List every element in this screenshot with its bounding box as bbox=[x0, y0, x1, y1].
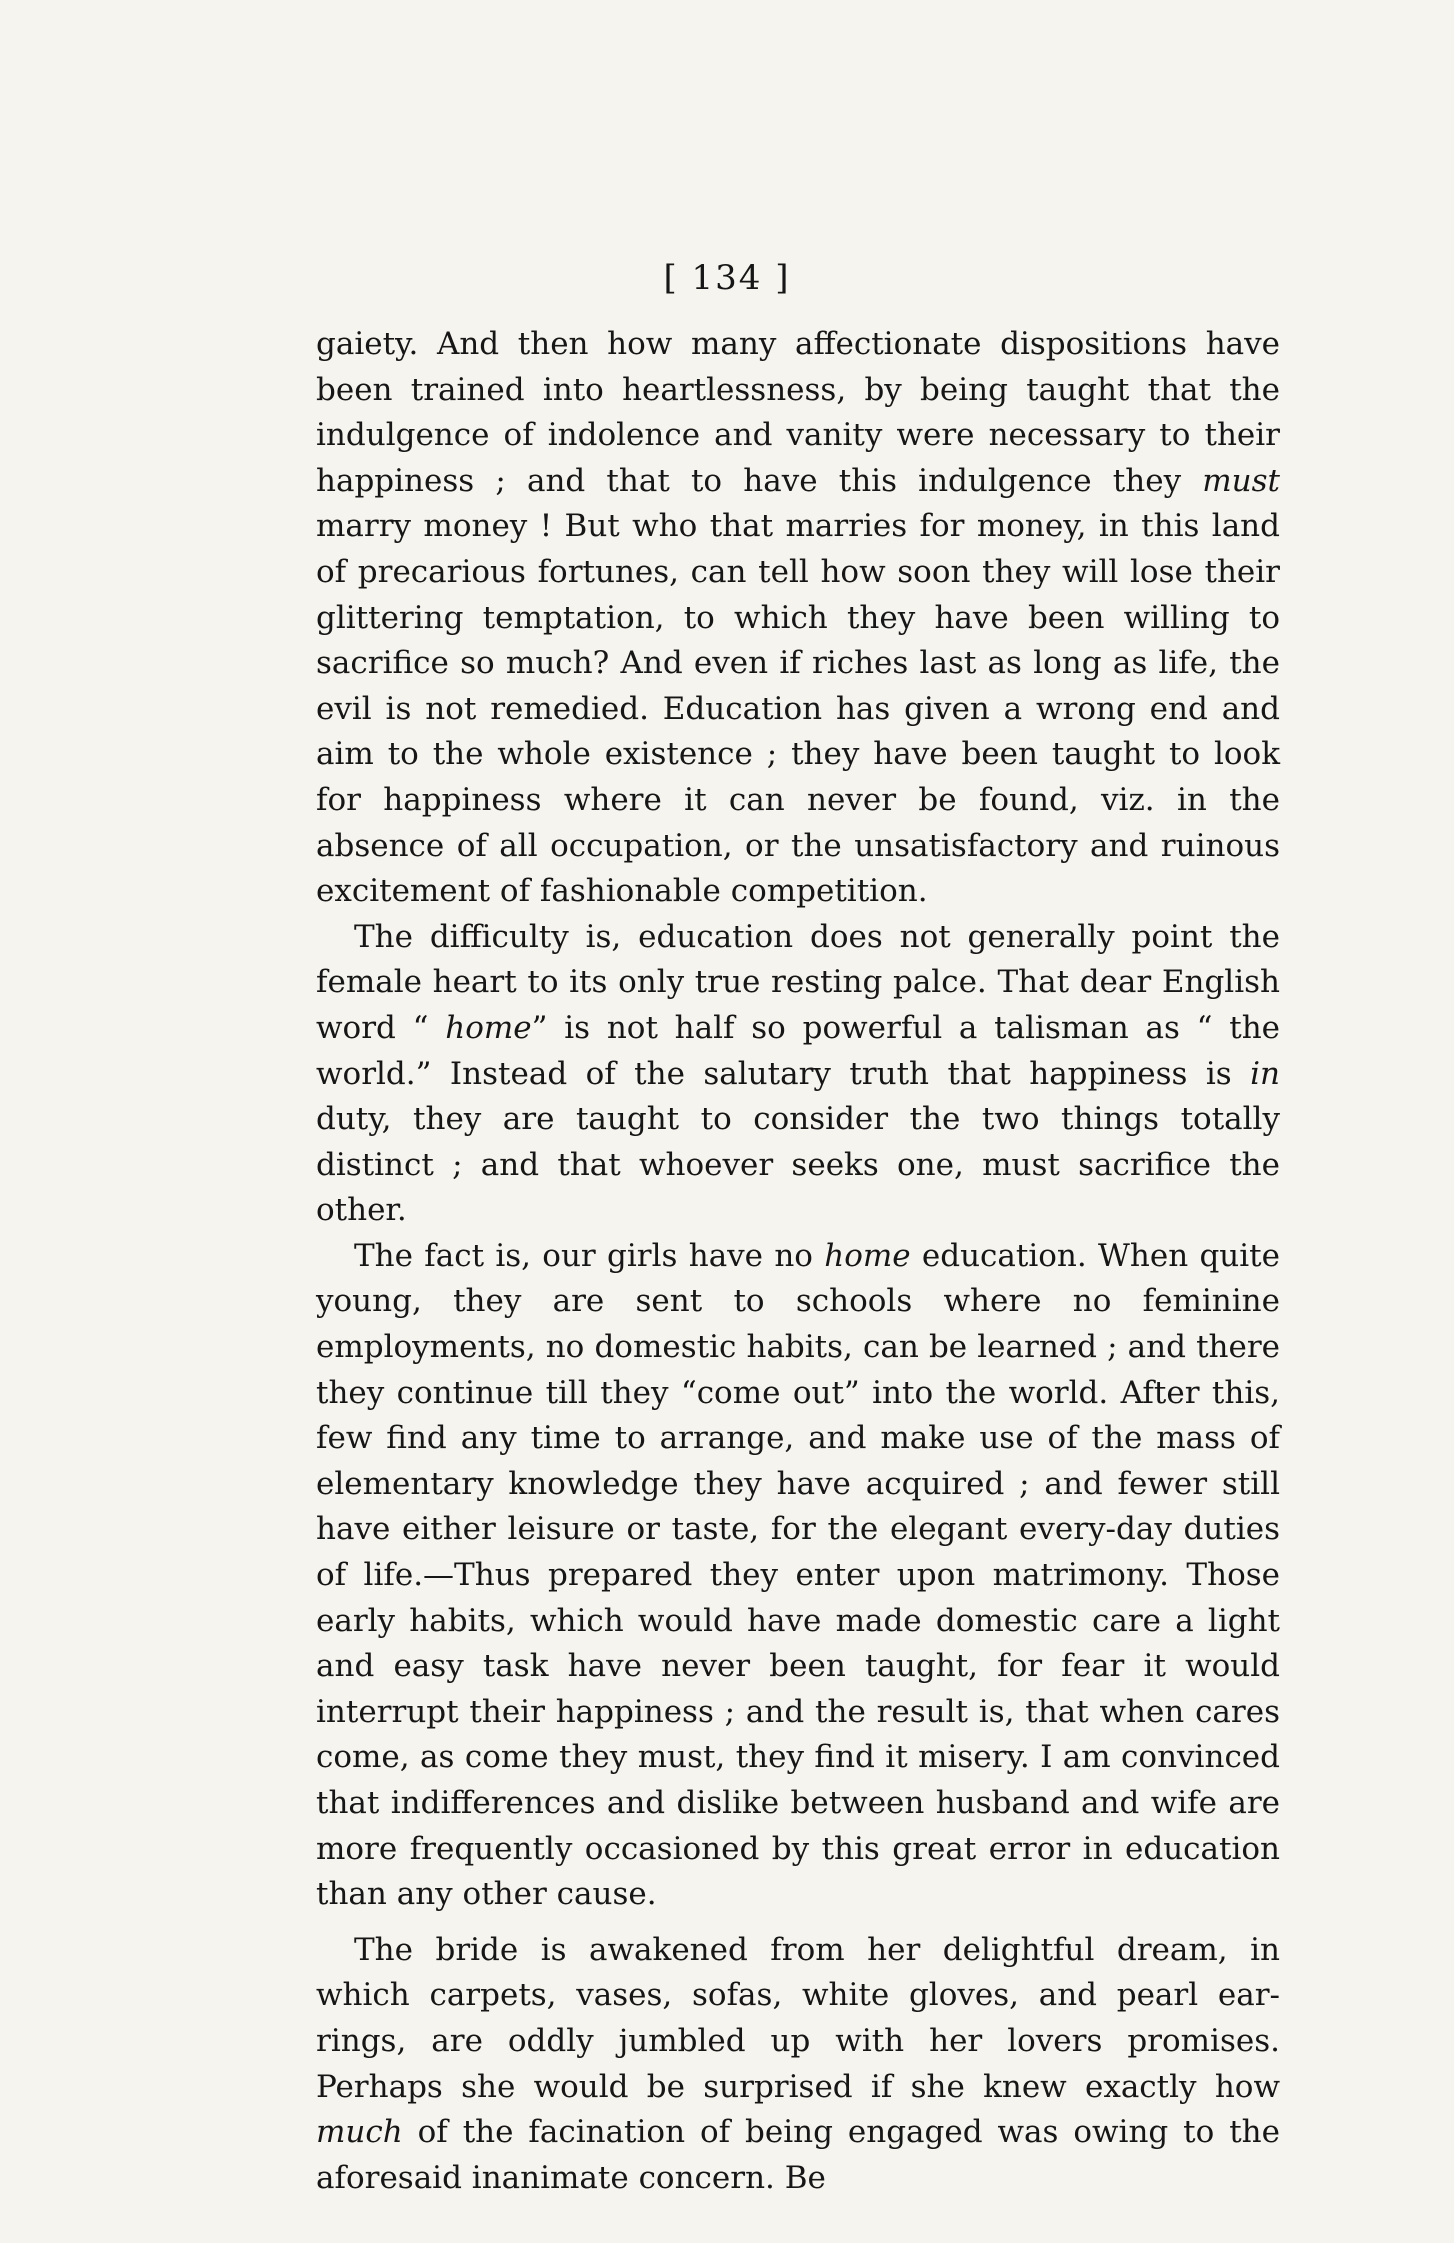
italic-text: must bbox=[1202, 462, 1280, 499]
body-text bbox=[316, 322, 1280, 2201]
paragraph-4 bbox=[316, 1928, 1280, 2202]
italic-text: in bbox=[1250, 1055, 1280, 1092]
text-run: ” is not half so powerful a talisman as “ the world.” Instead of the salutary truth that happiness is bbox=[316, 1009, 1281, 1092]
italic-text: much bbox=[316, 2114, 403, 2151]
text-run: of the facination of being engaged was owing to the aforesaid inanimate concern. Be bbox=[316, 2114, 1280, 2196]
text-run: marry money ! But who that marries for money, in this land of precarious fortunes, can tell how soon they will lose their glittering temptation, to which they have been willing to sacrifice so much? And even if riches last as long as life, the evil is not remedied. Education has given a wrong end and aim to the whole existence ; they have been taught to look for happiness where it can never be found, viz. in the absence of all occupation, or the unsatisfactory and ruinous excitement of fashionable competition. bbox=[316, 508, 1280, 910]
page-number: [ 134 ] bbox=[663, 258, 791, 298]
text-run: education. When quite young, they are sent to schools where no feminine employments, no domestic habits, can be learned ; and there they continue till they “come out” into the world. After this, few find any time to arrange, and make use of the mass of elementary knowledge they have acquired ; and fewer still have either leisure or taste, for the elegant every-day duties of life.—Thus prepared they enter upon matrimony. Those early habits, which would have made domestic care a light and easy task have never been taught, for fear it would interrupt their happiness ; and the result is, that when cares come, as come they must, they find it misery. I am convinced that indifferences and dislike between husband and wife are more frequently occasioned by this great error in education than any other cause. bbox=[316, 1237, 1280, 1913]
text-run: The fact is, our girls have no bbox=[354, 1237, 825, 1274]
text-run: gaiety. And then how many affectionate dispositions have been trained into heartlessness, by being taught that the indulgence of indolence and vanity were necessary to their happiness ; and that to have this indulgence they bbox=[316, 326, 1280, 499]
paragraph-1 bbox=[316, 322, 1280, 915]
italic-text: home bbox=[824, 1237, 911, 1274]
text-run: duty, they are taught to consider the two things totally distinct ; and that whoever seeks one, must sacrifice the other. bbox=[316, 1101, 1280, 1229]
italic-text: home bbox=[445, 1009, 532, 1046]
text-run: The difficulty is, education does not generally point the female heart to its only true resting palce. That dear English word “ bbox=[316, 918, 1280, 1046]
text-run: The bride is awakened from her delightful dream, in which carpets, vases, sofas, white gloves, and pearl ear-rings, are oddly jumbled up with her lovers promises. Perhaps she would be surprised if she knew exactly how bbox=[316, 1931, 1280, 2105]
paragraph-3 bbox=[316, 1234, 1280, 1918]
paragraph-2 bbox=[316, 915, 1280, 1234]
